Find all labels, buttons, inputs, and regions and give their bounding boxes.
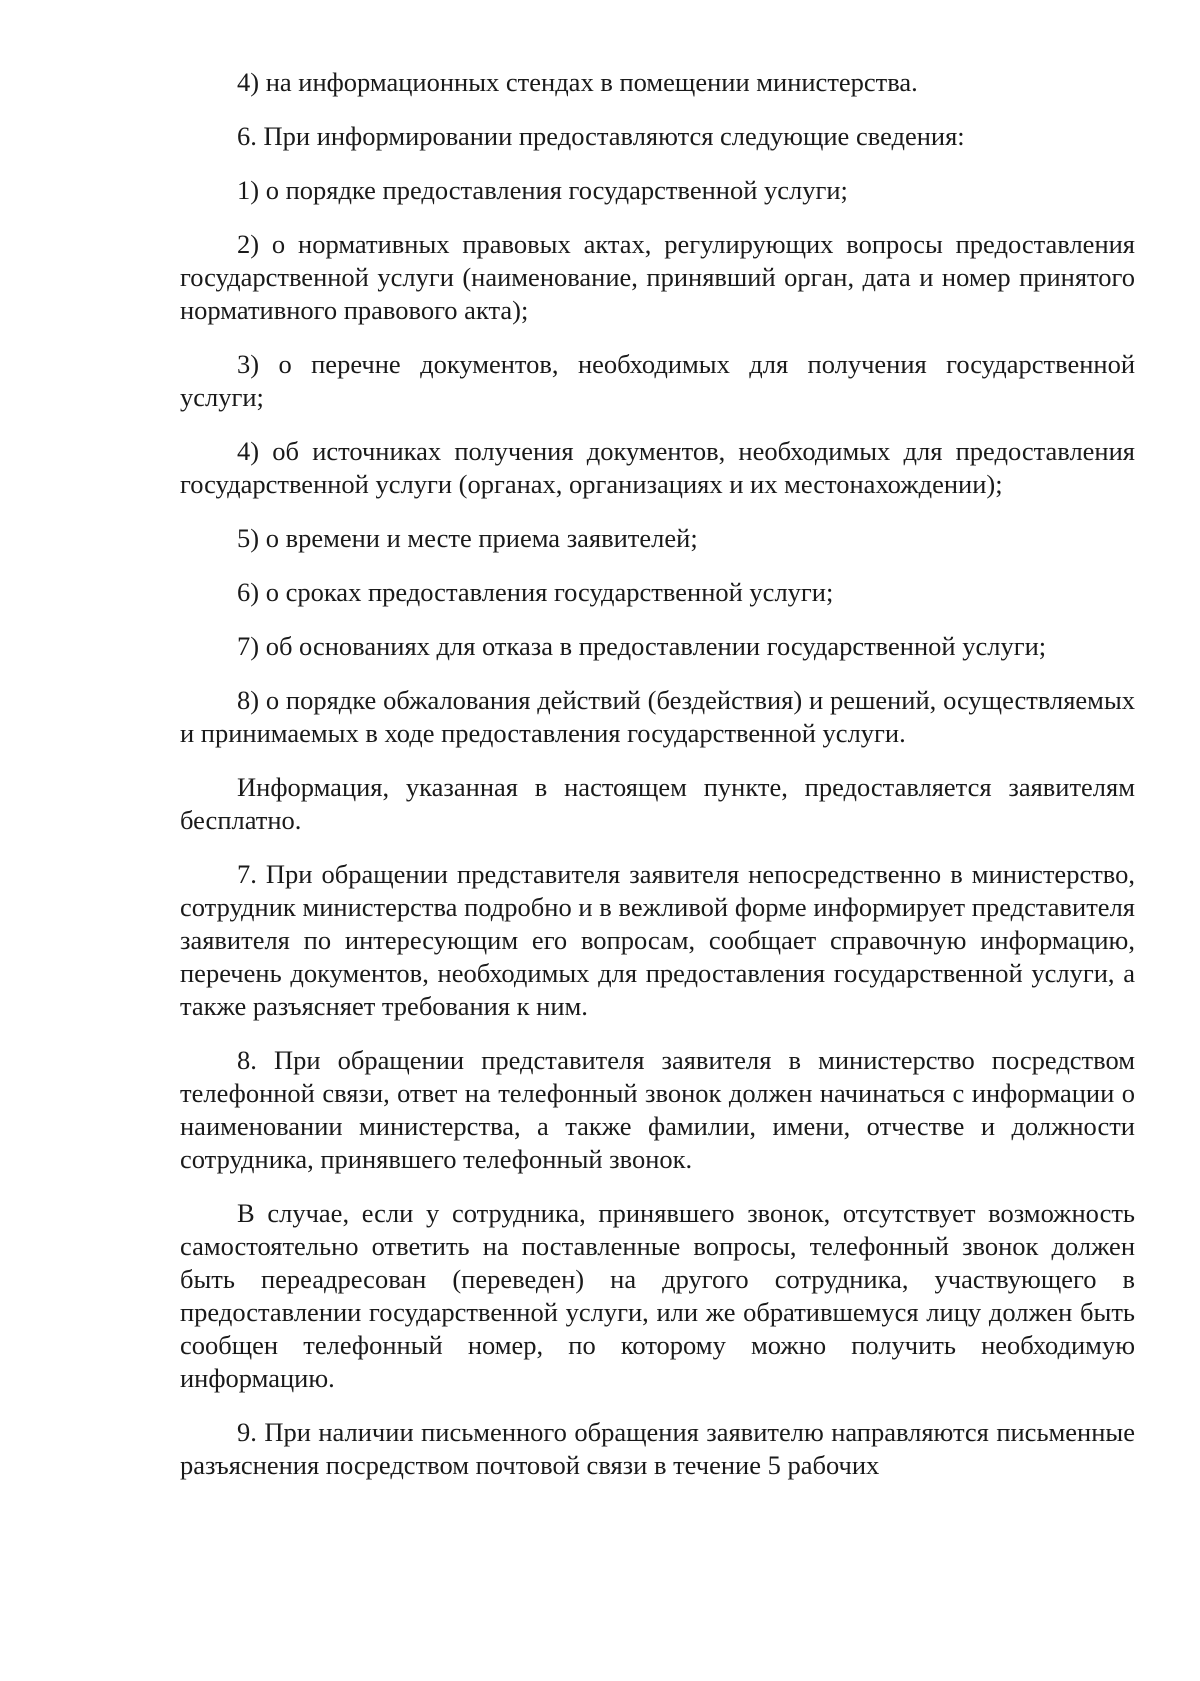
- list-item-2: 2) о нормативных правовых актах, регулирующих вопросы предоставления государственной услуги (наименование, принявший орган, дата и номер принятого нормативного правового акта);: [180, 229, 1135, 325]
- list-item-info-stands: 4) на информационных стендах в помещении министерства.: [237, 67, 918, 97]
- section-9-paragraph: 9. При наличии письменного обращения заявителю направляются письменные разъяснения посредством почтовой связи в течение 5 рабочих: [180, 1417, 1135, 1480]
- list-item-5: 5) о времени и месте приема заявителей;: [237, 523, 698, 553]
- list-item-4: 4) об источниках получения документов, необходимых для предоставления государственной услуги (органах, организациях и их местонахождении);: [180, 436, 1135, 499]
- list-item-3: 3) о перечне документов, необходимых для получения государственной услуги;: [180, 349, 1135, 412]
- section-7-paragraph: 7. При обращении представителя заявителя непосредственно в министерство, сотрудник министерства подробно и в вежливой форме информирует представителя заявителя по интересующим его вопросам, сообщает справочную информацию, перечень документов, необходимых для предоставления государственной услуги, а также разъясняет требования к ним.: [180, 859, 1135, 1021]
- section-8-paragraph: 8. При обращении представителя заявителя в министерство посредством телефонной связи, ответ на телефонный звонок должен начинаться с информации о наименовании министерства, а также фамилии, имени, отчестве и должности сотрудника, принявшего телефонный звонок.: [180, 1045, 1135, 1174]
- document-body: [180, 66, 1135, 1503]
- list-item-8: 8) о порядке обжалования действий (бездействия) и решений, осуществляемых и принимаемых в ходе предоставления государственной услуги.: [180, 685, 1135, 748]
- list-item-1: 1) о порядке предоставления государственной услуги;: [237, 175, 848, 205]
- section-6-intro: 6. При информировании предоставляются следующие сведения:: [237, 121, 965, 151]
- call-redirect-paragraph: В случае, если у сотрудника, принявшего звонок, отсутствует возможность самостоятельно ответить на поставленные вопросы, телефонный звонок должен быть переадресован (переведен) на другого сотрудника, участвующего в предоставлении государственной услуги, или же обратившемуся лицу должен быть сообщен телефонный номер, по которому можно получить необходимую информацию.: [180, 1198, 1135, 1393]
- list-item-6: 6) о сроках предоставления государственной услуги;: [237, 577, 834, 607]
- free-info-note: Информация, указанная в настоящем пункте, предоставляется заявителям бесплатно.: [180, 772, 1135, 835]
- list-item-7: 7) об основаниях для отказа в предоставлении государственной услуги;: [237, 631, 1047, 661]
